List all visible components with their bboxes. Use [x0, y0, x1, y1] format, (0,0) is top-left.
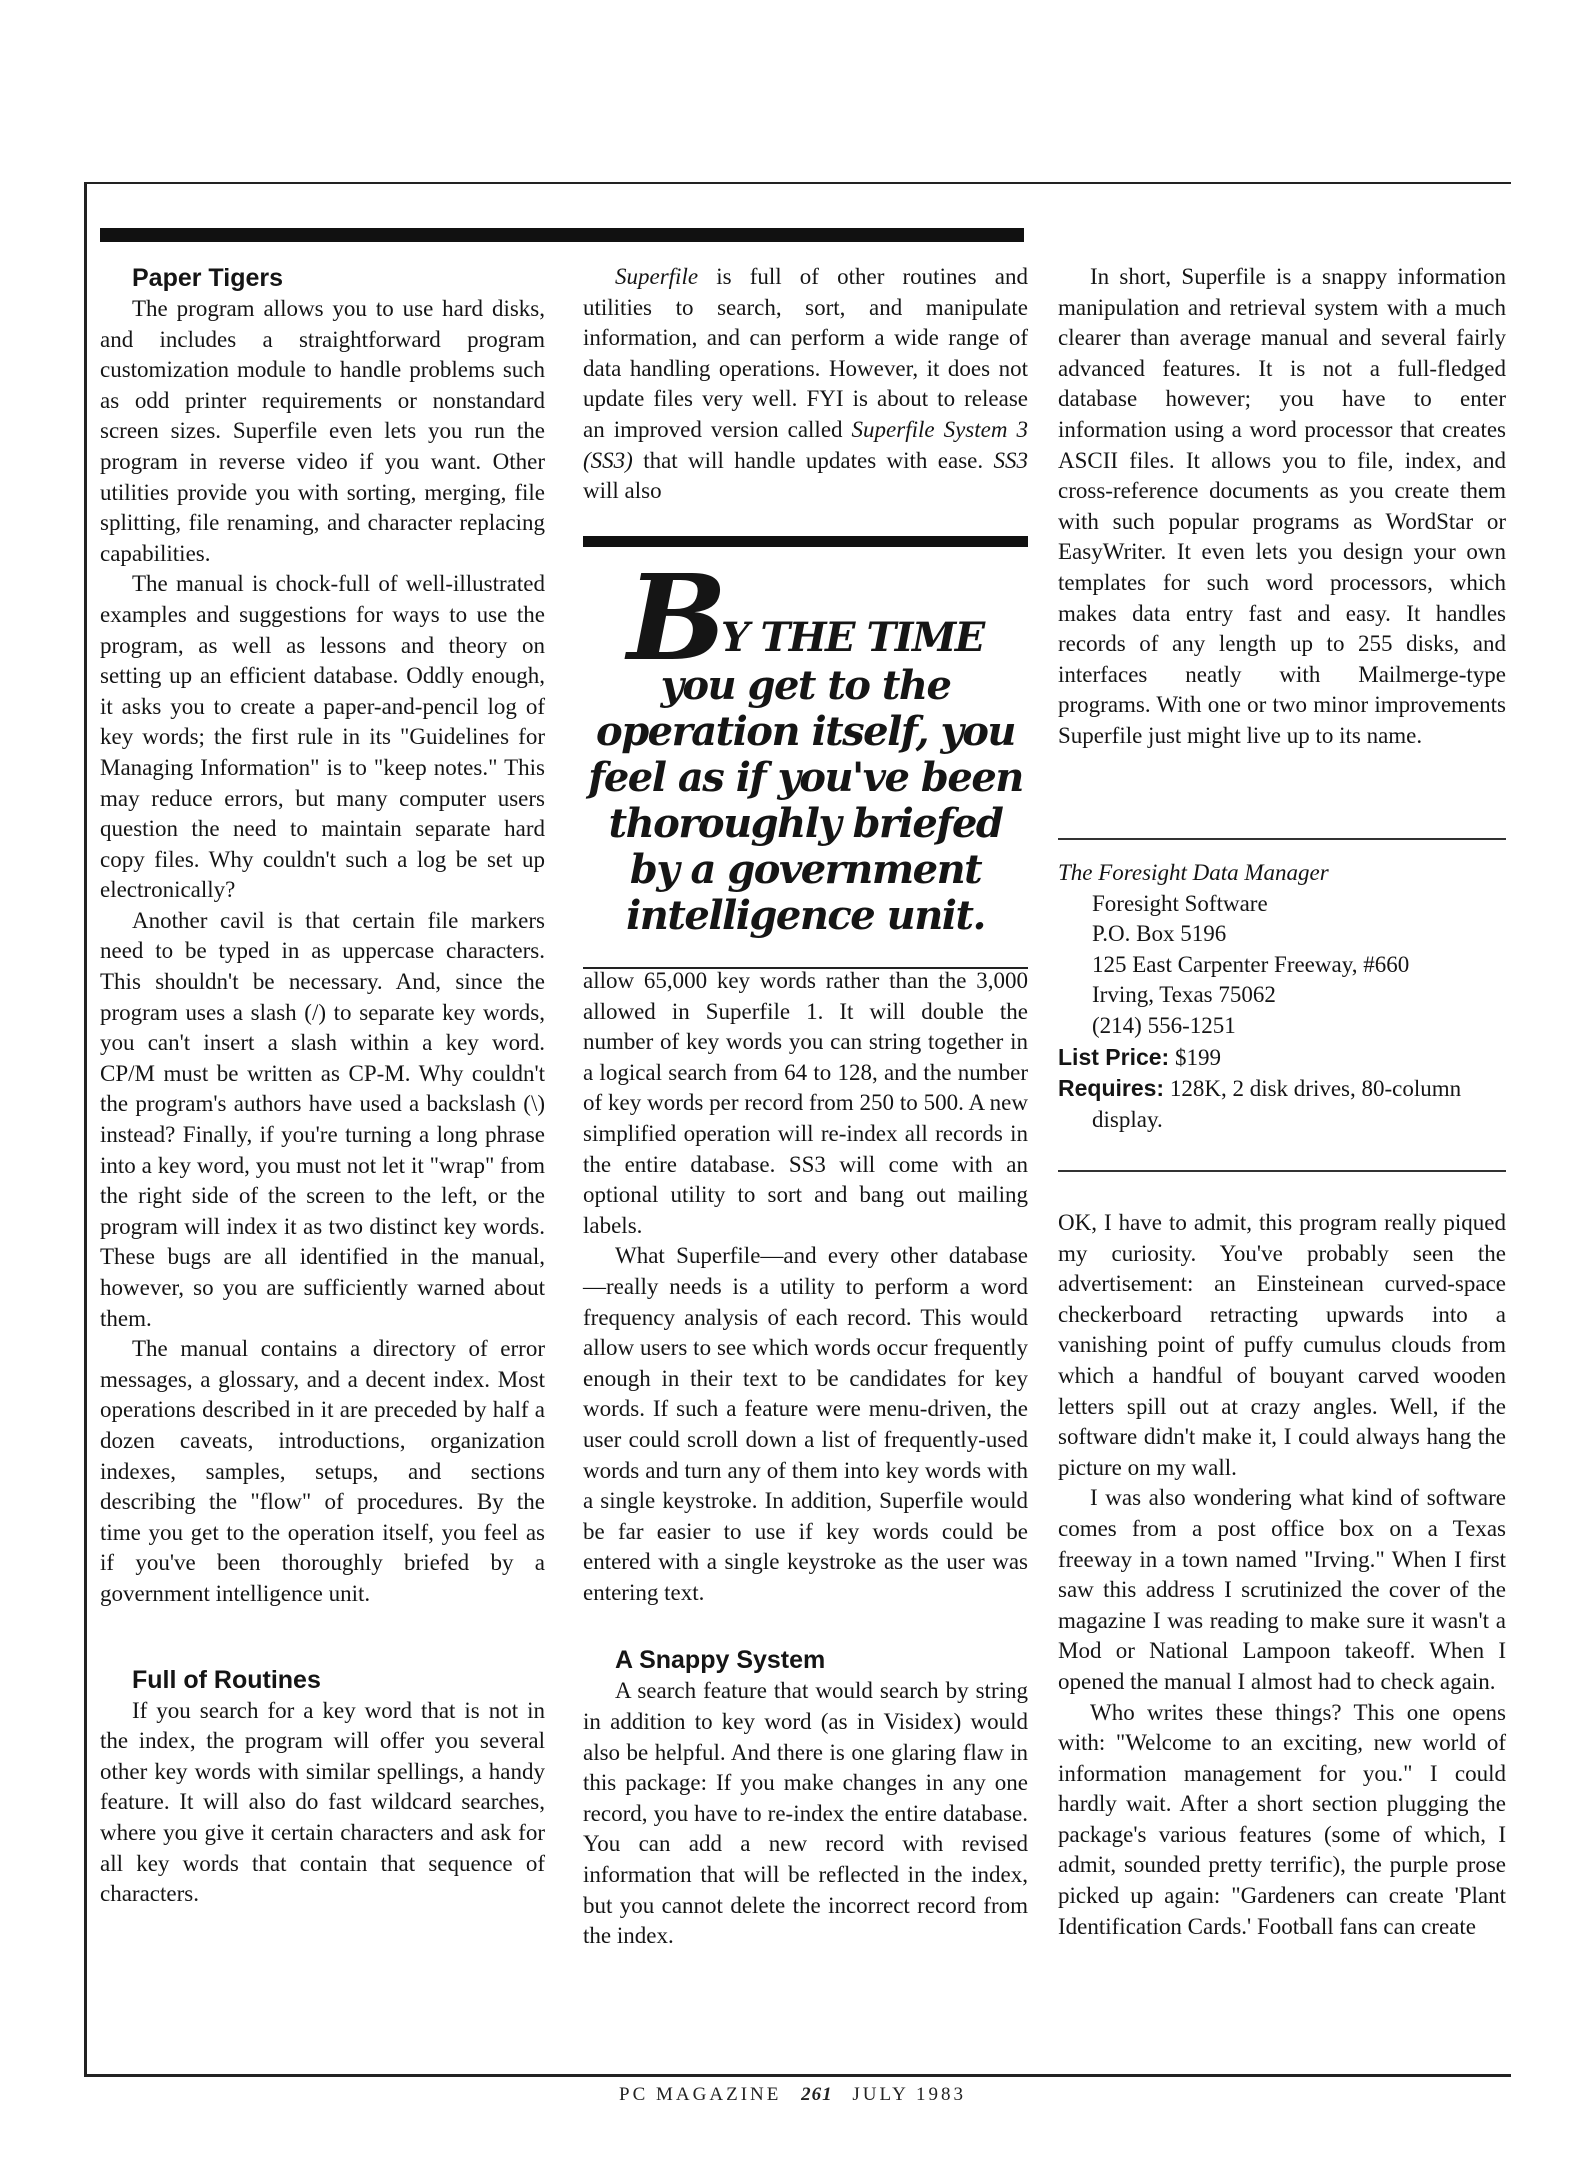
- address-line: 125 East Carpenter Freeway, #660: [1092, 951, 1410, 977]
- paragraph: If you search for a key word that is not in the index, the program will offer you several other key words with similar spellings, a handy feature. It will also do fast wildcard searches, where you give it certain characters and ask for all key words that contain that sequence of characters.: [100, 1697, 545, 1907]
- requires-label: Requires:: [1058, 1075, 1165, 1102]
- column-2-top: [583, 262, 1028, 507]
- top-rule: [100, 228, 1024, 242]
- italic-title: SS3: [993, 447, 1028, 473]
- company-name: Foresight Software: [1092, 890, 1268, 916]
- magazine-name: PC MAGAZINE: [619, 2084, 782, 2105]
- paragraph: What Superfile—and every other database—really needs is a utility to perform a word frequency analysis of each record. This would allow users to see which words occur frequently enough in their text to be candidates for key words. If such a feature were menu-driven, the user could scroll down a list of frequently-used words and turn any of them into key words with a single keystroke. In addition, Superfile would be far easier to use if key words could be entered with a single keystroke as the user was entering text.: [583, 1243, 1028, 1605]
- list-price: [1058, 1042, 1506, 1074]
- paragraph: In short, Superfile is a snappy information manipulation and retrieval system with a much clearer than average manual and several fairly advanced features. It is not a full-fledged database however; you have to enter information using a word processor that creates ASCII files. It allows you to file, index, and cross-reference documents as you create them with such popular programs as WordStar or EasyWriter. It even lets you design your own templates for such word processors, which makes data entry fast and easy. It handles records of any length up to 255 disks, and interfaces neatly with Mailmerge-type programs. With one or two minor improvements Superfile just might live up to its name.: [1058, 264, 1506, 748]
- pull-quote-text: [583, 547, 1028, 967]
- address-line: P.O. Box 5196: [1092, 921, 1227, 947]
- paragraph: I was also wondering what kind of software comes from a post office box on a Texas freeway in a town named "Irving." When I first saw this address I scrutinized the cover of the magazine I was reading to make sure it wasn't a Mod or National Lampoon takeoff. When I opened the manual I almost had to check again.: [1058, 1485, 1506, 1694]
- column-2-bottom: [583, 966, 1028, 1952]
- paragraph: allow 65,000 key words rather than the 3,000 allowed in Superfile 1. It will double the number of key words you can string together in a logical search from 64 to 128, and the number of key words per record from 250 to 500. A new simplified operation will re-index all records in the entire database. SS3 will come with an optional utility to sort and bang out mailing labels.: [583, 968, 1028, 1238]
- paragraph: The program allows you to use hard disks, and includes a straightforward program customization module to handle problems such as odd printer requirements or nonstandard screen sizes. Superfile even lets you run the program in reverse video if you want. Other utilities provide you with sorting, merging, file splitting, file renaming, and character replacing capabilities.: [100, 296, 545, 566]
- page-number: 261: [801, 2084, 833, 2105]
- requirements: [1058, 1073, 1506, 1135]
- paragraph: OK, I have to admit, this program really piqued my curiosity. You've probably seen the advertisement: an Einsteinean curved-space checkerboard retracting upwards into a vanishing point of puffy cumulus clouds from which a handful of bouyant carved wooden letters spill out at crazy angles. Well, if the software didn't make it, I could always hang the picture on my wall.: [1058, 1210, 1506, 1480]
- paragraph: The manual is chock-full of well-illustrated examples and suggestions for ways to use the program, as well as lessons and theory on setting up an efficient database. Oddly enough, it asks you to create a paper-and-pencil log of key words; the first rule in its "Guidelines for Managing Information" is to "keep notes." This may reduce errors, but many computer users question the need to maintain separate hard copy files. Why couldn't such a log be set up electronically?: [100, 571, 545, 903]
- heading-paper-tigers: Paper Tigers: [132, 264, 284, 292]
- text-run: is full of other routines and utilities to search, sort, and manipulate information, and can perform a wide range of data handling operations. However, it does not update files very well. FYI is about to release an improved version called: [583, 264, 1028, 442]
- product-info-box: [1058, 858, 1506, 1135]
- heading-snappy-system: A Snappy System: [615, 1646, 826, 1675]
- column-3-top: [1058, 262, 1506, 752]
- address-line: Irving, Texas 75062: [1092, 982, 1276, 1008]
- paragraph: Who writes these things? This one opens with: "Welcome to an exciting, new world of information management for you." I could hardly wait. After a short section plugging the package's various features (some of which, I admit, sounded pretty terrific), the purple prose picked up again: "Gardeners can create 'Plant Identification Cards.' Football fans can create: [1058, 1699, 1506, 1939]
- italic-title: Superfile System 3 (SS3): [583, 416, 1028, 473]
- paragraph: [583, 262, 1028, 507]
- heading-full-of-routines: Full of Routines: [132, 1665, 321, 1694]
- paragraph: A search feature that would search by string in addition to key word (as in Visidex) would also be helpful. And there is one glaring flaw in this package: If you make changes in any one record, you have to re-index the entire database. You can add a new record with revised information that will be reflected in the index, but you cannot delete the incorrect record from the index.: [583, 1678, 1028, 1949]
- phone-number: (214) 556-1251: [1092, 1012, 1236, 1038]
- product-name: The Foresight Data Manager: [1058, 860, 1329, 885]
- pull-quote-rest: you get to the operation itself, you feel as if you've been thoroughly briefed by a government intelligence unit.: [588, 662, 1023, 939]
- pull-quote: [583, 536, 1028, 969]
- issue-date: JULY 1983: [852, 2084, 966, 2105]
- pull-quote-top-rule: [583, 536, 1028, 547]
- text-run: will also: [583, 478, 662, 504]
- italic-title: Superfile: [615, 264, 699, 289]
- box-bottom-rule: [1058, 1170, 1506, 1172]
- price-value: $199: [1169, 1044, 1221, 1070]
- price-label: List Price:: [1058, 1043, 1170, 1070]
- pull-quote-lead: Y THE TIME: [721, 614, 984, 661]
- requires-value: 128K, 2 disk drives, 80-column display.: [1092, 1076, 1462, 1132]
- page-footer: [0, 2084, 1585, 2106]
- paragraph: Another cavil is that certain file markers need to be typed in as uppercase characters. This shouldn't be necessary. And, since the program uses a slash (/) to separate key words, you can't insert a slash within a key word. CP/M must be written as CP-M. Why couldn't the program's authors have used a backslash (\) instead? Finally, if you're turning a long phrase into a key word, you must not let it "wrap" from the right side of the screen to the left, or the program will index it as two distinct key words. These bugs are all identified in the manual, however, so you are sufficiently warned about them.: [100, 907, 545, 1331]
- paragraph: The manual contains a directory of error messages, a glossary, and a decent index. Most operations described in it are preceded by half a dozen caveats, introductions, organization indexes, samples, setups, and sections describing the "flow" of procedures. By the time you get to the operation itself, you feel as if you've been thoroughly briefed by a government intelligence unit.: [100, 1336, 545, 1606]
- text-run: that will handle updates with ease.: [632, 447, 994, 473]
- box-top-rule: [1058, 838, 1506, 840]
- column-3-bottom: [1058, 1208, 1506, 1942]
- drop-cap: B: [627, 548, 722, 687]
- column-1: [100, 262, 545, 1910]
